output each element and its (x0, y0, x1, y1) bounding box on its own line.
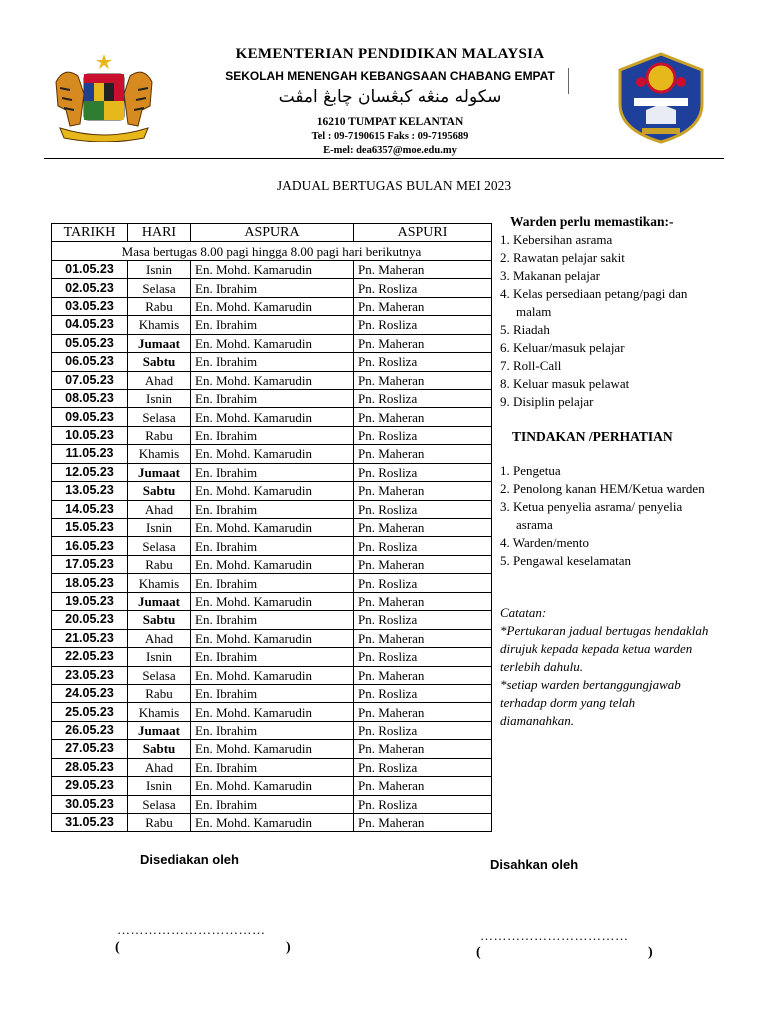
cell-aspura: En. Mohd. Kamarudin (191, 519, 354, 537)
table-row (52, 648, 492, 666)
cell-aspura: En. Mohd. Kamarudin (191, 297, 354, 315)
table-row (52, 592, 492, 610)
cell-date: 08.05.23 (52, 389, 128, 407)
notes-label: Catatan: (500, 605, 547, 620)
warden-duties-list (500, 231, 710, 411)
cell-date: 19.05.23 (52, 592, 128, 610)
cell-date: 16.05.23 (52, 537, 128, 555)
list-item: 4. Kelas persediaan petang/pagi dan malam (500, 286, 688, 319)
cell-aspura: En. Ibrahim (191, 316, 354, 334)
cell-aspura: En. Ibrahim (191, 537, 354, 555)
cell-aspura: En. Mohd. Kamarudin (191, 482, 354, 500)
cell-aspura: En. Ibrahim (191, 611, 354, 629)
cell-date: 27.05.23 (52, 740, 128, 758)
cell-date: 29.05.23 (52, 777, 128, 795)
cell-aspuri: Pn. Rosliza (354, 389, 492, 407)
cell-day: Sabtu (128, 353, 191, 371)
table-row (52, 703, 492, 721)
list-item: 2. Rawatan pelajar sakit (500, 250, 625, 265)
cell-aspuri: Pn. Maheran (354, 666, 492, 684)
cell-aspuri: Pn. Maheran (354, 519, 492, 537)
cell-date: 24.05.23 (52, 684, 128, 702)
cell-aspuri: Pn. Rosliza (354, 684, 492, 702)
list-item: 3. Ketua penyelia asrama/ penyelia asrama (500, 499, 683, 532)
cell-date: 11.05.23 (52, 445, 128, 463)
table-row (52, 537, 492, 555)
table-row (52, 353, 492, 371)
cell-day: Ahad (128, 758, 191, 776)
cell-day: Selasa (128, 408, 191, 426)
cell-aspuri: Pn. Maheran (354, 445, 492, 463)
cell-aspura: En. Ibrahim (191, 684, 354, 702)
cell-aspura: En. Ibrahim (191, 426, 354, 444)
cell-aspuri: Pn. Rosliza (354, 279, 492, 297)
cell-day: Ahad (128, 629, 191, 647)
cell-aspura: En. Ibrahim (191, 463, 354, 481)
cell-aspuri: Pn. Maheran (354, 629, 492, 647)
document-title: JADUAL BERTUGAS BULAN MEI 2023 (276, 178, 512, 193)
cell-aspura: En. Ibrahim (191, 500, 354, 518)
table-row (52, 426, 492, 444)
table-row (52, 721, 492, 739)
list-item: 3. Makanan pelajar (500, 268, 600, 283)
cell-date: 28.05.23 (52, 758, 128, 776)
list-item: 8. Keluar masuk pelawat (500, 376, 630, 391)
school-email: E-mel: dea6357@moe.edu.my (323, 145, 457, 156)
cell-aspuri: Pn. Maheran (354, 334, 492, 352)
cell-aspuri: Pn. Rosliza (354, 463, 492, 481)
cell-date: 03.05.23 (52, 297, 128, 315)
table-row (52, 555, 492, 573)
cell-day: Ahad (128, 371, 191, 389)
cell-day: Khamis (128, 703, 191, 721)
prepared-name-open-paren: ( (115, 940, 120, 955)
cell-aspuri: Pn. Rosliza (354, 426, 492, 444)
table-row (52, 389, 492, 407)
cell-aspuri: Pn. Rosliza (354, 795, 492, 813)
cell-aspuri: Pn. Maheran (354, 297, 492, 315)
cell-aspuri: Pn. Rosliza (354, 316, 492, 334)
cell-aspura: En. Ibrahim (191, 758, 354, 776)
cell-day: Sabtu (128, 740, 191, 758)
cell-aspura: En. Mohd. Kamarudin (191, 334, 354, 352)
list-item: 6. Keluar/masuk pelajar (500, 340, 625, 355)
cell-aspura: En. Mohd. Kamarudin (191, 445, 354, 463)
cell-aspura: En. Mohd. Kamarudin (191, 371, 354, 389)
approved-by-label: Disahkan oleh (490, 857, 579, 872)
cell-aspuri: Pn. Maheran (354, 814, 492, 832)
table-row (52, 445, 492, 463)
table-row (52, 408, 492, 426)
col-header-tarikh: TARIKH (52, 224, 128, 242)
table-row (52, 740, 492, 758)
table-row (52, 684, 492, 702)
cell-date: 17.05.23 (52, 555, 128, 573)
cell-date: 09.05.23 (52, 408, 128, 426)
cell-day: Selasa (128, 666, 191, 684)
cell-aspura: En. Mohd. Kamarudin (191, 260, 354, 278)
cell-date: 06.05.23 (52, 353, 128, 371)
cell-date: 15.05.23 (52, 519, 128, 537)
cell-aspuri: Pn. Rosliza (354, 500, 492, 518)
list-item: 1. Pengetua (500, 463, 561, 478)
notes-block (500, 604, 710, 730)
cell-date: 26.05.23 (52, 721, 128, 739)
cell-aspura: En. Mohd. Kamarudin (191, 555, 354, 573)
list-item: 4. Warden/mento (500, 535, 589, 550)
cell-aspura: En. Mohd. Kamarudin (191, 814, 354, 832)
cell-aspura: En. Ibrahim (191, 795, 354, 813)
cell-aspuri: Pn. Rosliza (354, 353, 492, 371)
cell-aspura: En. Ibrahim (191, 389, 354, 407)
cell-aspuri: Pn. Maheran (354, 371, 492, 389)
col-header-hari: HARI (128, 224, 191, 242)
cell-aspura: En. Ibrahim (191, 279, 354, 297)
cell-aspuri: Pn. Maheran (354, 703, 492, 721)
cell-date: 18.05.23 (52, 574, 128, 592)
cell-day: Selasa (128, 795, 191, 813)
table-row (52, 279, 492, 297)
cell-date: 13.05.23 (52, 482, 128, 500)
cell-day: Jumaat (128, 463, 191, 481)
cell-aspura: En. Mohd. Kamarudin (191, 777, 354, 795)
cell-date: 04.05.23 (52, 316, 128, 334)
approved-name-close-paren: ) (648, 945, 653, 960)
cell-day: Jumaat (128, 592, 191, 610)
cell-aspura: En. Ibrahim (191, 721, 354, 739)
cell-aspuri: Pn. Maheran (354, 555, 492, 573)
cell-date: 10.05.23 (52, 426, 128, 444)
cell-day: Rabu (128, 684, 191, 702)
header-rule (44, 158, 724, 159)
table-row (52, 814, 492, 832)
school-name: SEKOLAH MENENGAH KEBANGSAAN CHABANG EMPAT (225, 69, 555, 83)
cell-aspuri: Pn. Maheran (354, 592, 492, 610)
approved-signature-line: …………………………… (480, 928, 629, 943)
cell-aspuri: Pn. Maheran (354, 740, 492, 758)
table-row (52, 611, 492, 629)
cell-date: 31.05.23 (52, 814, 128, 832)
cell-day: Rabu (128, 814, 191, 832)
cell-date: 01.05.23 (52, 260, 128, 278)
cell-day: Jumaat (128, 721, 191, 739)
cell-aspura: En. Ibrahim (191, 353, 354, 371)
table-row (52, 297, 492, 315)
table-row (52, 482, 492, 500)
cell-aspuri: Pn. Maheran (354, 260, 492, 278)
cell-aspuri: Pn. Maheran (354, 408, 492, 426)
cell-date: 02.05.23 (52, 279, 128, 297)
tindakan-list (500, 462, 710, 570)
col-header-aspuri: ASPURI (354, 224, 492, 242)
ministry-name: KEMENTERIAN PENDIDIKAN MALAYSIA (235, 46, 545, 62)
cell-aspuri: Pn. Rosliza (354, 648, 492, 666)
cell-day: Rabu (128, 297, 191, 315)
table-row (52, 758, 492, 776)
col-header-aspura: ASPURA (191, 224, 354, 242)
list-item: 7. Roll-Call (500, 358, 562, 373)
list-item: 5. Pengawal keselamatan (500, 553, 632, 568)
cell-aspura: En. Mohd. Kamarudin (191, 740, 354, 758)
table-row (52, 519, 492, 537)
school-address: 16210 TUMPAT KELANTAN (316, 116, 464, 128)
prepared-signature-line: …………………………… (117, 922, 266, 937)
cell-aspura: En. Mohd. Kamarudin (191, 408, 354, 426)
cell-day: Isnin (128, 777, 191, 795)
school-phone-fax: Tel : 09-7190615 Faks : 09-7195689 (311, 131, 469, 142)
cell-aspuri: Pn. Rosliza (354, 721, 492, 739)
table-row (52, 777, 492, 795)
cell-date: 21.05.23 (52, 629, 128, 647)
cell-day: Isnin (128, 519, 191, 537)
duty-hours-row (52, 242, 492, 260)
cell-aspura: En. Mohd. Kamarudin (191, 703, 354, 721)
cell-day: Selasa (128, 537, 191, 555)
cell-aspuri: Pn. Rosliza (354, 758, 492, 776)
note-responsibility: *setiap warden bertanggungjawab terhadap dorm yang telah diamanahkan. (500, 677, 681, 728)
table-row (52, 316, 492, 334)
table-row (52, 500, 492, 518)
cell-date: 05.05.23 (52, 334, 128, 352)
cell-day: Khamis (128, 316, 191, 334)
table-row (52, 666, 492, 684)
table-row (52, 574, 492, 592)
cell-aspuri: Pn. Maheran (354, 482, 492, 500)
table-row (52, 463, 492, 481)
cell-day: Sabtu (128, 482, 191, 500)
cell-day: Khamis (128, 574, 191, 592)
table-row (52, 629, 492, 647)
cell-date: 14.05.23 (52, 500, 128, 518)
cell-date: 23.05.23 (52, 666, 128, 684)
cell-aspura: En. Ibrahim (191, 648, 354, 666)
cell-day: Rabu (128, 426, 191, 444)
school-logo-icon (618, 52, 704, 144)
table-row (52, 795, 492, 813)
cell-day: Khamis (128, 445, 191, 463)
approved-name-open-paren: ( (476, 945, 481, 960)
cell-aspura: En. Mohd. Kamarudin (191, 666, 354, 684)
cell-date: 30.05.23 (52, 795, 128, 813)
cell-aspuri: Pn. Maheran (354, 777, 492, 795)
cell-aspuri: Pn. Rosliza (354, 574, 492, 592)
cell-day: Rabu (128, 555, 191, 573)
prepared-name-close-paren: ) (286, 940, 291, 955)
malaysia-crest-icon (50, 52, 158, 142)
list-item: 2. Penolong kanan HEM/Ketua warden (500, 481, 705, 496)
prepared-by-label: Disediakan oleh (140, 852, 239, 867)
cell-day: Selasa (128, 279, 191, 297)
note-exchange: *Pertukaran jadual bertugas hendaklah dirujuk kepada kepada ketua warden terlebih dahulu. (500, 623, 709, 674)
warden-heading: Warden perlu memastikan:- (510, 214, 674, 229)
cell-date: 25.05.23 (52, 703, 128, 721)
cell-aspura: En. Mohd. Kamarudin (191, 592, 354, 610)
cell-day: Ahad (128, 500, 191, 518)
cell-date: 22.05.23 (52, 648, 128, 666)
cell-aspuri: Pn. Rosliza (354, 611, 492, 629)
duty-roster-table (51, 223, 492, 832)
cell-aspura: En. Ibrahim (191, 574, 354, 592)
school-name-jawi: سکوله منڠه کبڠسان چابڠ امڤت (278, 87, 502, 107)
cell-day: Isnin (128, 648, 191, 666)
list-item: 1. Kebersihan asrama (500, 232, 613, 247)
list-item: 9. Disiplin pelajar (500, 394, 594, 409)
table-row (52, 334, 492, 352)
table-row (52, 371, 492, 389)
cell-day: Jumaat (128, 334, 191, 352)
cell-aspura: En. Mohd. Kamarudin (191, 629, 354, 647)
table-header-row (52, 224, 492, 242)
list-item: 5. Riadah (500, 322, 550, 337)
cell-aspuri: Pn. Rosliza (354, 537, 492, 555)
table-row (52, 260, 492, 278)
cell-day: Sabtu (128, 611, 191, 629)
duty-hours-note: Masa bertugas 8.00 pagi hingga 8.00 pagi hari berikutnya (52, 242, 492, 260)
cell-day: Isnin (128, 260, 191, 278)
tindakan-heading: TINDAKAN /PERHATIAN (512, 429, 673, 444)
cell-date: 12.05.23 (52, 463, 128, 481)
cell-date: 20.05.23 (52, 611, 128, 629)
cell-day: Isnin (128, 389, 191, 407)
cell-date: 07.05.23 (52, 371, 128, 389)
